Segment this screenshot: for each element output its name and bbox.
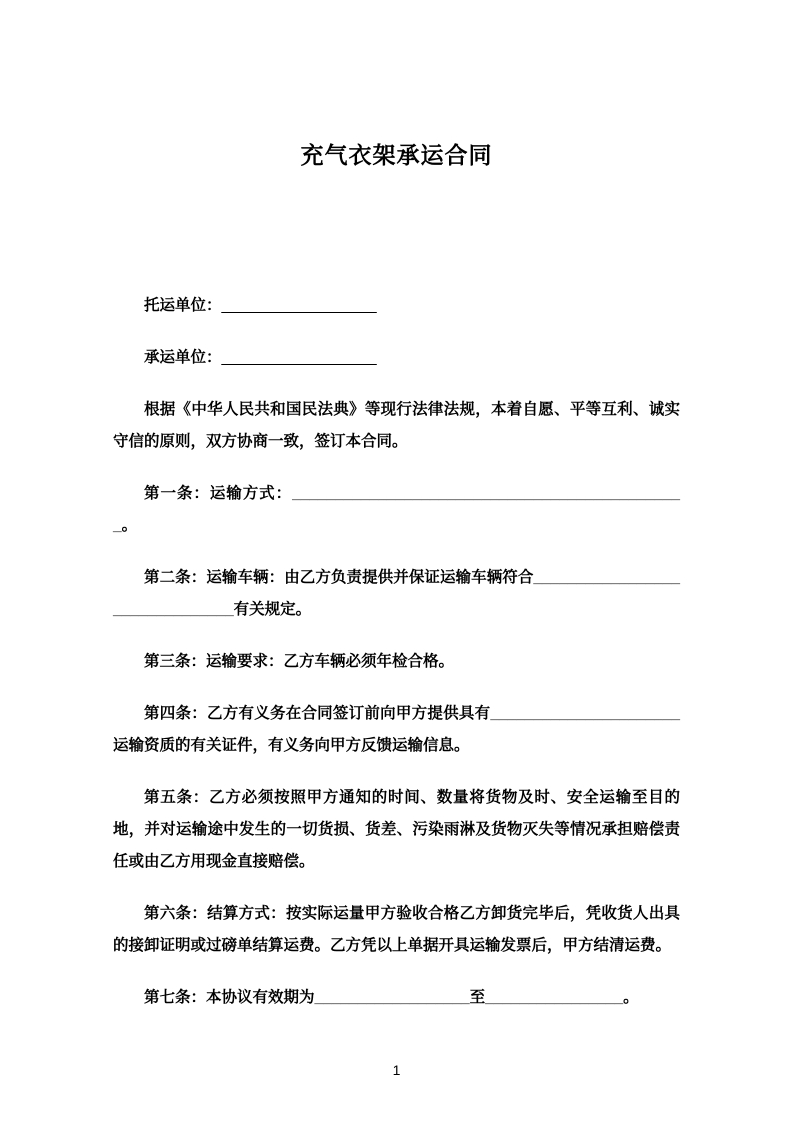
clause-7-label: 第七条：: [144, 989, 207, 1006]
shipper-line: [113, 290, 680, 322]
clause-2-label: 第二条：: [144, 569, 207, 586]
clause-1-text: 运输方式：______________________________________________。: [113, 485, 680, 534]
clause-paragraph-2: [113, 562, 680, 626]
clause-4-text: 乙方有义务在合同签订前向甲方提供具有______________________运输资质的有关证件，有义务向甲方反馈运输信息。: [113, 705, 680, 754]
carrier-blank: __________________: [221, 349, 377, 366]
clause-2-text: 运输车辆：由乙方负责提供并保证运输车辆符合_______________________________有关规定。: [113, 569, 680, 618]
clause-5-text: 乙方必须按照甲方通知的时间、数量将货物及时、安全运输至目的地，并对运输途中发生的一切货损、货差、污染雨淋及货物灭失等情况承担赔偿责任或由乙方用现金直接赔偿。: [113, 789, 680, 870]
clause-1-label: 第一条：: [144, 485, 210, 502]
clause-paragraph-3: [113, 646, 680, 678]
intro-paragraph: 根据《中华人民共和国民法典》等现行法律法规，本着自愿、平等互利、诚实守信的原则，双方协商一致，签订本合同。: [113, 401, 680, 450]
clause-paragraph-6: [113, 898, 680, 962]
page-title: 充气衣架承运合同: [300, 142, 493, 168]
clause-paragraph-4: [113, 698, 680, 762]
clause-paragraph-5: [113, 782, 680, 878]
clause-5-label: 第五条：: [144, 789, 210, 806]
clause-6-text: 结算方式：按实际运量甲方验收合格乙方卸货完毕后，凭收货人出具的接卸证明或过磅单结算运费。乙方凭以上单据开具运输发票后，甲方结清运费。: [113, 905, 680, 954]
shipper-label: 托运单位：: [144, 297, 222, 314]
clause-paragraph-7: [113, 982, 680, 1014]
clause-3-label: 第三条：: [144, 653, 207, 670]
clause-3-text: 运输要求：乙方车辆必须年检合格。: [206, 653, 455, 670]
clause-7-text: 本协议有效期为__________________至________________。: [206, 989, 639, 1006]
clause-paragraph-1: [113, 478, 680, 542]
clause-4-label: 第四条：: [144, 705, 207, 722]
page-number: 1: [392, 1062, 401, 1078]
shipper-blank: __________________: [221, 297, 377, 314]
carrier-line: [113, 342, 680, 374]
clause-6-label: 第六条：: [144, 905, 208, 922]
carrier-label: 承运单位：: [144, 349, 222, 366]
